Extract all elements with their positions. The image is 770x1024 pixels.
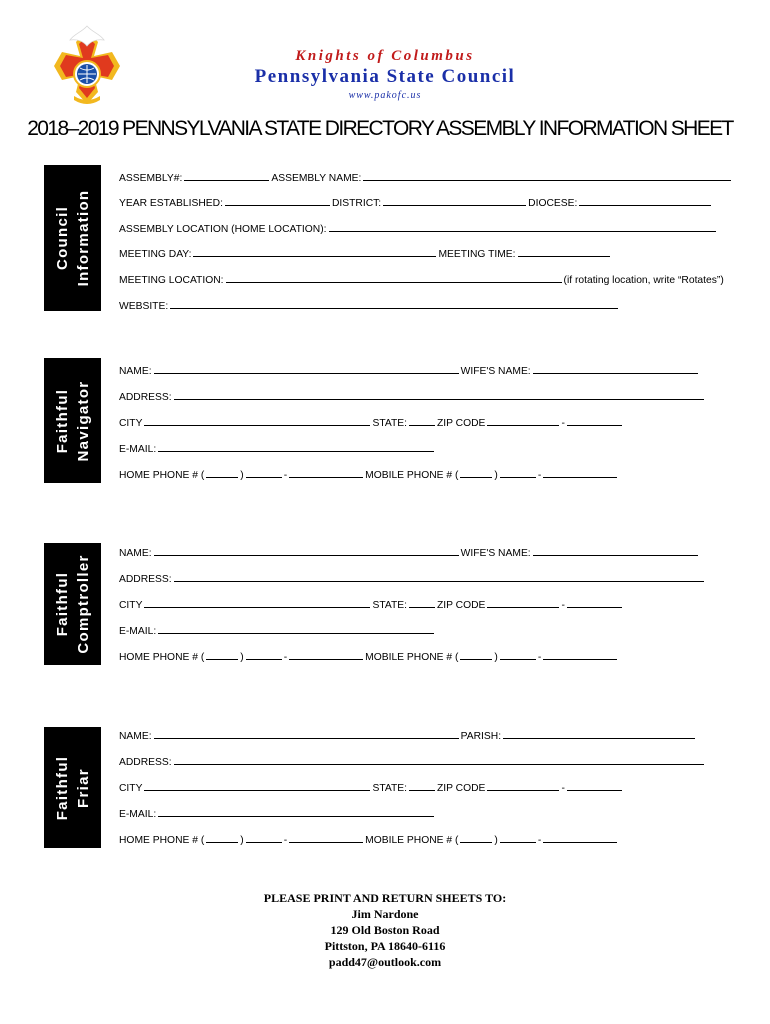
org-name-knights: Knights of Columbus: [295, 48, 475, 64]
section-label-line1: Faithful: [53, 571, 71, 637]
mobile-phone-label: MOBILE PHONE # (: [365, 652, 459, 663]
assembly-name-label: ASSEMBLY NAME:: [271, 173, 362, 184]
assembly-location-field[interactable]: [329, 222, 716, 232]
meeting-time-label: MEETING TIME:: [438, 249, 516, 260]
return-name: Jim Nardone: [351, 907, 419, 921]
home-phone-label: HOME PHONE # (: [119, 470, 205, 481]
home-phone-label: HOME PHONE # (: [119, 835, 205, 846]
section-label-line1: Faithful: [53, 755, 71, 820]
city-field[interactable]: [144, 781, 370, 791]
meeting-location-field[interactable]: [226, 273, 562, 283]
diocese-label: DIOCESE:: [528, 198, 578, 209]
navigator-name-row: [119, 364, 700, 378]
name-field[interactable]: [154, 729, 459, 739]
section-label-line1: Faithful: [53, 388, 71, 453]
comptroller-address-row: [119, 572, 706, 586]
parish-field[interactable]: [503, 729, 695, 739]
mobile-phone-prefix-field[interactable]: [500, 650, 536, 660]
address-field[interactable]: [174, 572, 704, 582]
home-phone-label: HOME PHONE # (: [119, 652, 205, 663]
page-title: 2018–2019 PENNSYLVANIA STATE DIRECTORY ASSEMBLY INFORMATION SHEET: [27, 117, 733, 140]
zip-ext-field[interactable]: [567, 781, 622, 791]
mobile-phone-number-field[interactable]: [543, 650, 617, 660]
name-label: NAME:: [119, 366, 152, 377]
location-row: [119, 222, 718, 236]
state-label: STATE:: [372, 418, 407, 429]
section-label-line2: Information: [74, 189, 92, 287]
address-field[interactable]: [174, 390, 704, 400]
section-label-line2: Navigator: [74, 380, 92, 461]
state-field[interactable]: [409, 416, 435, 426]
org-website[interactable]: www.pakofc.us: [348, 90, 422, 101]
comptroller-email-row: [119, 624, 436, 638]
return-street: 129 Old Boston Road: [330, 923, 440, 937]
zip-ext-field[interactable]: [567, 416, 622, 426]
home-phone-area-field[interactable]: [206, 468, 238, 478]
website-row: [119, 299, 620, 313]
section-label-faithful-comptroller: [44, 543, 101, 665]
home-phone-area-field[interactable]: [206, 833, 238, 843]
section-label-faithful-friar: [44, 727, 101, 848]
friar-email-row: [119, 807, 436, 821]
mobile-phone-area-field[interactable]: [460, 833, 492, 843]
zip-ext-field[interactable]: [567, 598, 622, 608]
website-label: WEBSITE:: [119, 301, 169, 312]
home-phone-number-field[interactable]: [289, 468, 363, 478]
name-field[interactable]: [154, 546, 459, 556]
email-field[interactable]: [158, 442, 434, 452]
home-phone-prefix-field[interactable]: [246, 468, 282, 478]
wife-name-field[interactable]: [533, 546, 698, 556]
name-field[interactable]: [154, 364, 459, 374]
assembly-name-field[interactable]: [363, 171, 731, 181]
assembly-row: [119, 171, 733, 185]
email-label: E-MAIL:: [119, 626, 157, 637]
mobile-phone-area-field[interactable]: [460, 650, 492, 660]
section-label-line2: Friar: [74, 767, 92, 808]
mobile-phone-number-field[interactable]: [543, 468, 617, 478]
state-label: STATE:: [372, 783, 407, 794]
meeting-location-row: [119, 273, 724, 287]
assembly-number-field[interactable]: [184, 171, 269, 181]
home-phone-prefix-field[interactable]: [246, 833, 282, 843]
section-label-line2: Comptroller: [74, 554, 92, 654]
meeting-day-field[interactable]: [193, 247, 436, 257]
wife-name-label: WIFE'S NAME:: [460, 548, 531, 559]
name-label: NAME:: [119, 548, 152, 559]
email-field[interactable]: [158, 624, 434, 634]
comptroller-city-row: CITY STATE: ZIP CODE -: [119, 598, 624, 612]
section-label-faithful-navigator: [44, 358, 101, 483]
meeting-row: [119, 247, 612, 261]
zip-label: ZIP CODE: [436, 418, 486, 429]
mobile-phone-label: MOBILE PHONE # (: [365, 835, 459, 846]
return-email[interactable]: padd47@outlook.com: [328, 955, 442, 969]
address-label: ADDRESS:: [119, 392, 172, 403]
city-field[interactable]: [144, 598, 370, 608]
address-label: ADDRESS:: [119, 757, 172, 768]
comptroller-name-row: [119, 546, 700, 560]
mobile-phone-area-field[interactable]: [460, 468, 492, 478]
mobile-phone-prefix-field[interactable]: [500, 833, 536, 843]
org-name-state-council: Pennsylvania State Council: [254, 66, 516, 87]
parish-label: PARISH:: [460, 731, 502, 742]
navigator-phone-row: HOME PHONE # ( ) - MOBILE PHONE # ( ) -: [119, 468, 619, 482]
navigator-city-row: CITY STATE: ZIP CODE -: [119, 416, 624, 430]
meeting-day-label: MEETING DAY:: [119, 249, 192, 260]
section-label-council-information: [44, 165, 101, 311]
zip-label: ZIP CODE: [436, 600, 486, 611]
name-label: NAME:: [119, 731, 152, 742]
email-label: E-MAIL:: [119, 809, 157, 820]
zip-field[interactable]: [487, 781, 559, 791]
friar-name-row: [119, 729, 697, 743]
website-field[interactable]: [170, 299, 618, 309]
state-field[interactable]: [409, 598, 435, 608]
city-field[interactable]: [144, 416, 370, 426]
email-field[interactable]: [158, 807, 434, 817]
year-established-label: YEAR ESTABLISHED:: [119, 198, 223, 209]
mobile-phone-label: MOBILE PHONE # (: [365, 470, 459, 481]
meeting-location-label: MEETING LOCATION:: [119, 275, 224, 286]
assembly-location-label: ASSEMBLY LOCATION (HOME LOCATION):: [119, 224, 327, 235]
navigator-address-row: [119, 390, 706, 404]
home-phone-prefix-field[interactable]: [246, 650, 282, 660]
return-instructions: [0, 890, 770, 970]
rotating-note: (if rotating location, write “Rotates”): [563, 275, 724, 286]
navigator-email-row: [119, 442, 436, 456]
wife-name-field[interactable]: [533, 364, 698, 374]
comptroller-phone-row: HOME PHONE # ( ) - MOBILE PHONE # ( ) -: [119, 650, 619, 664]
return-city: Pittston, PA 18640-6116: [324, 939, 446, 953]
assembly-number-label: ASSEMBLY#:: [119, 173, 183, 184]
zip-field[interactable]: [487, 598, 559, 608]
district-label: DISTRICT:: [331, 198, 382, 209]
home-phone-number-field[interactable]: [289, 650, 363, 660]
city-label: CITY: [119, 600, 143, 611]
section-label-line1: Council: [53, 205, 71, 271]
wife-name-label: WIFE'S NAME:: [460, 366, 531, 377]
mobile-phone-number-field[interactable]: [543, 833, 617, 843]
zip-field[interactable]: [487, 416, 559, 426]
city-label: CITY: [119, 783, 143, 794]
address-field[interactable]: [174, 755, 704, 765]
friar-address-row: [119, 755, 706, 769]
year-row: [119, 196, 713, 210]
home-phone-area-field[interactable]: [206, 650, 238, 660]
address-label: ADDRESS:: [119, 574, 172, 585]
return-instruction-heading: PLEASE PRINT AND RETURN SHEETS TO:: [263, 891, 507, 905]
friar-phone-row: HOME PHONE # ( ) - MOBILE PHONE # ( ) -: [119, 833, 619, 847]
city-label: CITY: [119, 418, 143, 429]
diocese-field[interactable]: [579, 196, 711, 206]
friar-city-row: CITY STATE: ZIP CODE -: [119, 781, 624, 795]
mobile-phone-prefix-field[interactable]: [500, 468, 536, 478]
home-phone-number-field[interactable]: [289, 833, 363, 843]
zip-label: ZIP CODE: [436, 783, 486, 794]
email-label: E-MAIL:: [119, 444, 157, 455]
district-field[interactable]: [383, 196, 526, 206]
state-field[interactable]: [409, 781, 435, 791]
state-label: STATE:: [372, 600, 407, 611]
year-established-field[interactable]: [225, 196, 330, 206]
meeting-time-field[interactable]: [518, 247, 610, 257]
